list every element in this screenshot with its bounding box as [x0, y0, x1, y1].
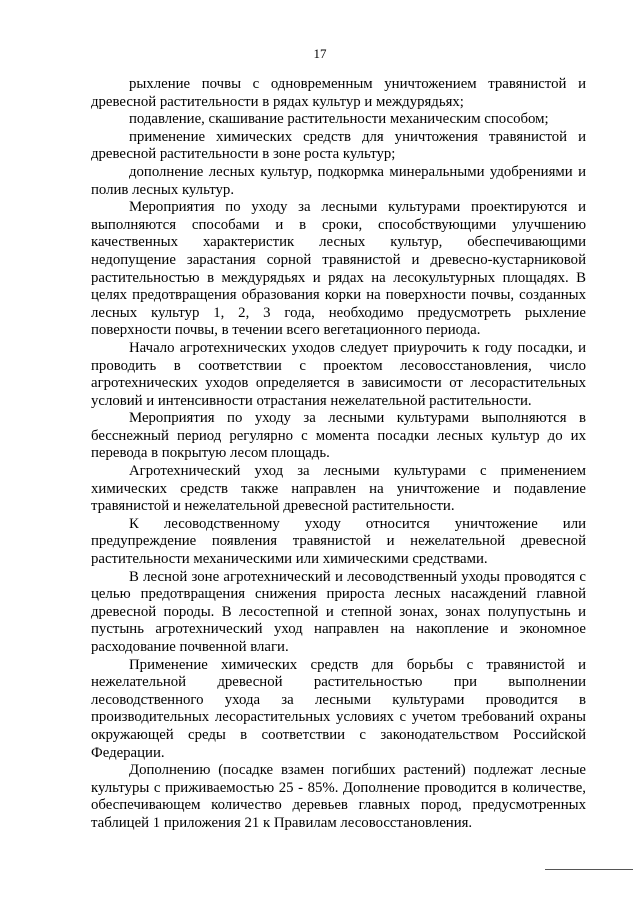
document-body	[91, 76, 586, 833]
paragraph: рыхление почвы с одновременным уничтожением травянистой и древесной растительности в рядах культур и междурядьях;	[91, 76, 586, 110]
page-number: 17	[313, 46, 327, 61]
footer-rule	[545, 869, 633, 870]
paragraph: Применение химических средств для борьбы с травянистой и нежелательной древесной растительностью при выполнении лесоводственного ухода за лесными культурами проводится в производительных лесорастительных условиях с учетом требований охраны окружающей среды в соответствии с законодательством Российской Федерации.	[91, 656, 586, 761]
paragraph: дополнение лесных культур, подкормка минеральными удобрениями и полив лесных культур.	[91, 163, 586, 198]
paragraph: Мероприятия по уходу за лесными культурами выполняются в бесснежный период регулярно с момента посадки лесных культур до их перевода в покрытую лесом площадь.	[91, 410, 586, 462]
paragraph: Агротехнический уход за лесными культурами с применением химических средств также направлен на уничтожение и подавление травянистой и нежелательной древесной растительности.	[91, 463, 586, 515]
paragraph: Дополнению (посадке взамен погибших растений) подлежат лесные культуры с приживаемостью 25 - 85%. Дополнение проводится в количестве, обеспечивающем количество деревьев главных пород, предусмотренных таблицей 1 приложения 21 к Правилам лесовосстановления.	[91, 762, 586, 831]
paragraph: подавление, скашивание растительности механическим способом;	[129, 111, 549, 128]
paragraph: К лесоводственному уходу относится уничтожение или предупреждение появления травянистой и нежелательной древесной растительности механическими или химическими средствами.	[91, 515, 586, 568]
paragraph: применение химических средств для уничтожения травянистой и древесной растительности в зоне роста культур;	[91, 128, 586, 163]
paragraph: В лесной зоне агротехнический и лесоводственный уходы проводятся с целью предотвращения снижения прироста лесных насаждений главной древесной породы. В лесостепной и степной зонах, зонах полупустынь и пустынь агротехнический уход направлен на накопление и экономное расходование почвенной влаги.	[91, 568, 586, 655]
paragraph: Мероприятия по уходу за лесными культурами проектируются и выполняются способами и в сроки, способствующими улучшению качественных характеристик лесных культур, обеспечивающими недопущение зарастания сорной травянистой и древесно-кустарниковой растительностью в междурядьях и рядах на лесокультурных площадях. В целях предотвращения образования корки на поверхности почвы, созданных лесных культур 1, 2, 3 года, необходимо предусмотреть рыхление поверхности почвы, в течении всего вегетационного периода.	[91, 199, 586, 339]
paragraph: Начало агротехнических уходов следует приурочить к году посадки, и проводить в соответствии с проектом лесовосстановления, число агротехнических уходов определяется в зависимости от лесорастительных условий и интенсивности отрастания нежелательной растительности.	[91, 339, 586, 409]
